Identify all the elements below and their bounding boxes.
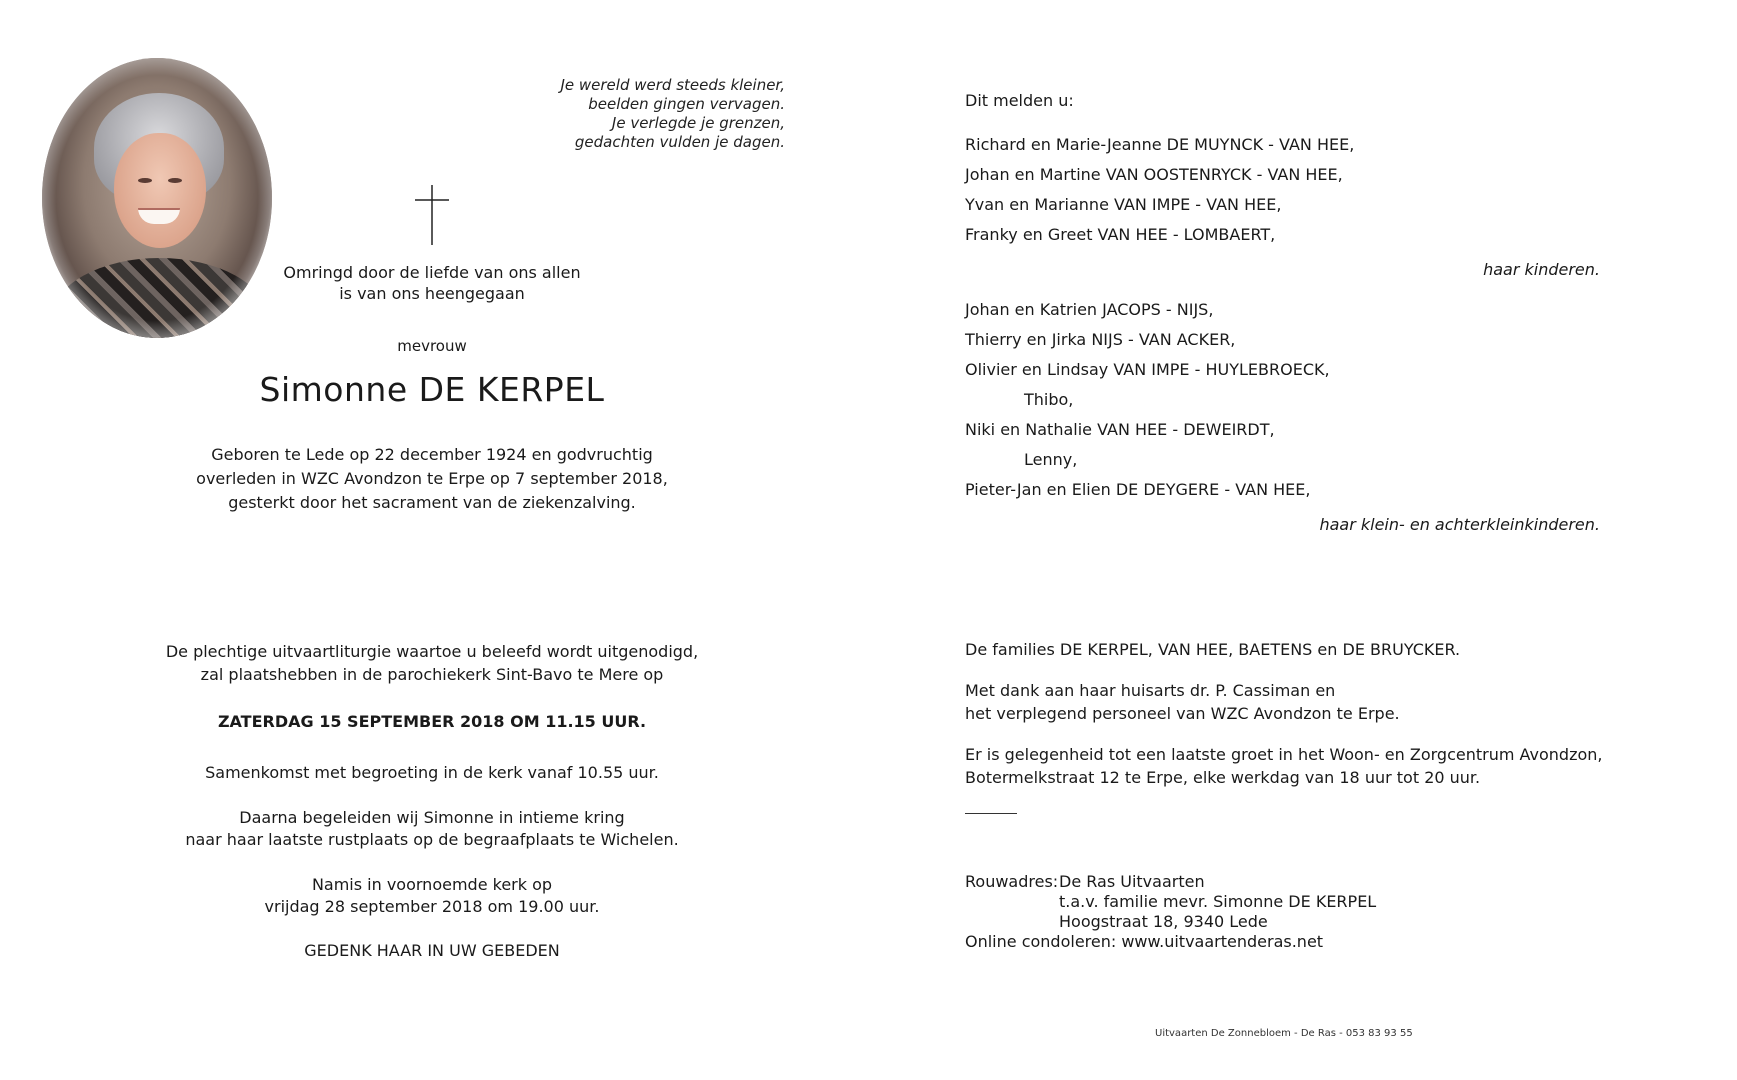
poem-line: Je verlegde je grenzen,	[611, 114, 785, 132]
info-line: Geboren te Lede op 22 december 1924 en godvruchtig	[211, 445, 653, 464]
intro	[232, 262, 632, 304]
thanks-line: Met dank aan haar huisarts dr. P. Cassiman en	[965, 681, 1336, 700]
burial-line: naar haar laatste rustplaats op de begraafplaats te Wichelen.	[185, 830, 679, 849]
deceased-name: Simonne DE KERPEL	[259, 370, 605, 409]
grandchild-entry: Olivier en Lindsay VAN IMPE - HUYLEBROECK,	[965, 360, 1330, 379]
children-label: haar kinderen.	[1483, 260, 1600, 279]
poem	[500, 76, 785, 152]
poem-line: beelden gingen vervagen.	[588, 95, 785, 113]
burial-line: Daarna begeleiden wij Simonne in intieme kring	[239, 808, 625, 827]
address-line: De Ras Uitvaarten	[1059, 872, 1205, 891]
grandchild-entry: Pieter-Jan en Elien DE DEYGERE - VAN HEE,	[965, 480, 1311, 499]
footer-credit: Uitvaarten De Zonnebloem - De Ras - 053 83 93 55	[1155, 1028, 1413, 1039]
thanks-line: het verplegend personeel van WZC Avondzon te Erpe.	[965, 704, 1400, 723]
visit-line: Er is gelegenheid tot een laatste groet in het Woon- en Zorgcentrum Avondzon,	[965, 745, 1603, 764]
gathering-info: Samenkomst met begroeting in de kerk vanaf 10.55 uur.	[205, 763, 659, 782]
grandchild-entry: Lenny,	[1024, 450, 1078, 469]
memorial-mass	[130, 874, 734, 918]
grandchild-entry: Niki en Nathalie VAN HEE - DEWEIRDT,	[965, 420, 1275, 439]
grandchild-entry: Johan en Katrien JACOPS - NIJS,	[965, 300, 1214, 319]
info-line: overleden in WZC Avondzon te Erpe op 7 september 2018,	[196, 469, 668, 488]
child-entry: Franky en Greet VAN HEE - LOMBAERT,	[965, 225, 1276, 244]
grandchildren-label: haar klein- en achterkleinkinderen.	[1319, 515, 1600, 534]
invite-line: zal plaatshebben in de parochiekerk Sint-Bavo te Mere op	[200, 665, 664, 684]
announcement-heading: Dit melden u:	[965, 91, 1074, 110]
address-label: Rouwadres:	[965, 872, 1059, 891]
invite-line: De plechtige uitvaartliturgie waartoe u beleefd wordt uitgenodigd,	[165, 642, 699, 661]
birth-death-info	[170, 443, 694, 515]
divider	[965, 813, 1017, 814]
cross-icon	[415, 185, 449, 245]
closing-prayer: GEDENK HAAR IN UW GEBEDEN	[304, 941, 560, 960]
deceased-title: mevrouw	[397, 337, 467, 355]
mass-line: vrijdag 28 september 2018 om 19.00 uur.	[264, 897, 600, 916]
intro-line: is van ons heengegaan	[339, 284, 525, 303]
funeral-date: ZATERDAG 15 SEPTEMBER 2018 OM 11.15 UUR.	[217, 712, 647, 731]
child-entry: Richard en Marie-Jeanne DE MUYNCK - VAN HEE,	[965, 135, 1355, 154]
burial-info	[130, 807, 734, 851]
child-entry: Johan en Martine VAN OOSTENRYCK - VAN HEE,	[965, 165, 1343, 184]
address-line: t.a.v. familie mevr. Simonne DE KERPEL	[1059, 892, 1377, 911]
visit-line: Botermelkstraat 12 te Erpe, elke werkdag van 18 uur tot 20 uur.	[965, 768, 1481, 787]
poem-line: Je wereld werd steeds kleiner,	[560, 76, 785, 94]
grandchild-entry: Thibo,	[1024, 390, 1074, 409]
info-line: gesterkt door het sacrament van de ziekenzalving.	[228, 493, 636, 512]
child-entry: Yvan en Marianne VAN IMPE - VAN HEE,	[965, 195, 1282, 214]
grandchild-entry: Thierry en Jirka NIJS - VAN ACKER,	[965, 330, 1236, 349]
mass-line: Namis in voornoemde kerk op	[311, 875, 553, 894]
intro-line: Omringd door de liefde van ons allen	[283, 263, 581, 282]
liturgy-invite	[130, 640, 734, 686]
online-condolence: Online condoleren: www.uitvaartenderas.net	[965, 932, 1324, 951]
poem-line: gedachten vulden je dagen.	[574, 133, 785, 151]
address-line: Hoogstraat 18, 9340 Lede	[1059, 912, 1268, 931]
families-line: De families DE KERPEL, VAN HEE, BAETENS en DE BRUYCKER.	[965, 640, 1461, 659]
